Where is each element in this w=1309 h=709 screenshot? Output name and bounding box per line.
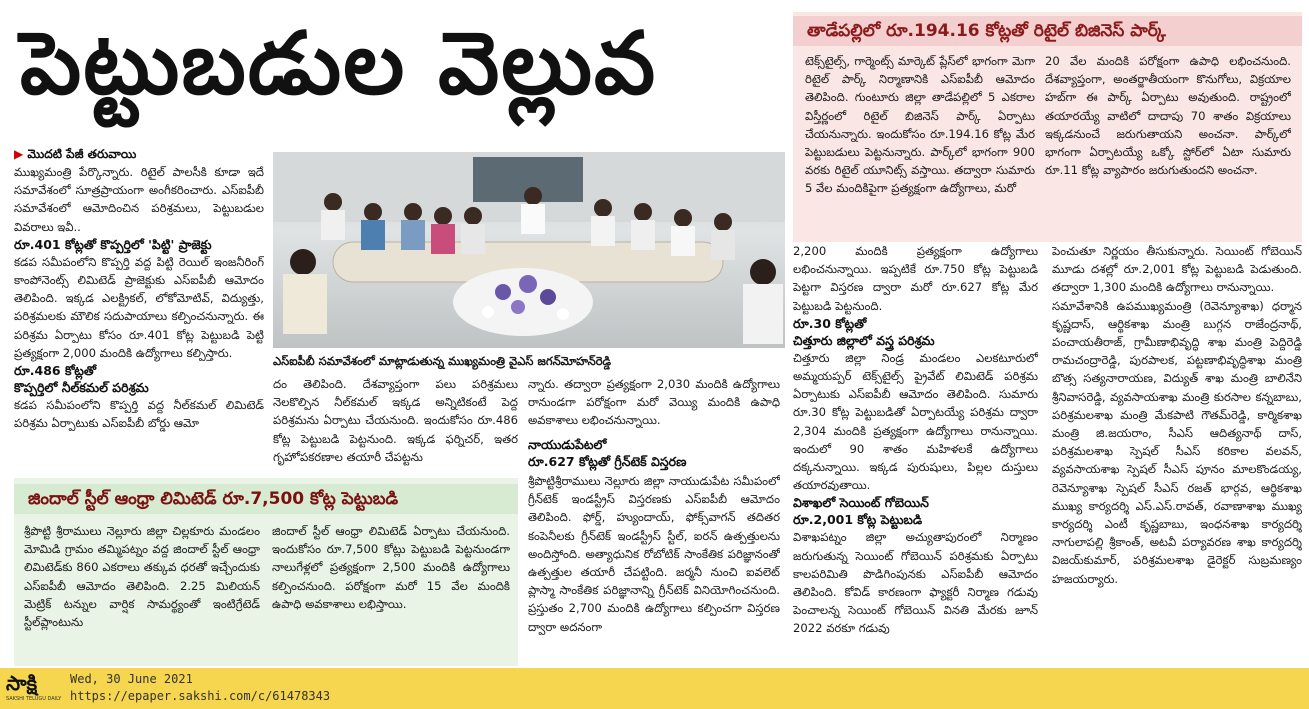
col4-para-2: చిత్తూరు జిల్లా నిండ్ర మండలం ఎలకటూరులో అమ్మయప్పర్ టెక్స్‌టైల్స్ ప్రైవేట్ లిమిటెడ్ పరిశ్రమ ఏర్పాటుకు ఎస్ఐపీబీ ఆమోదం తెలిపింది. సుమారు రూ.30 కోట్ల పెట్టుబడితో ఏర్పాటయ్యే పరిశ్రమ ద్వారా 2,304 మందికి ప్రత్యక్షంగా ఉద్యోగాలు రానున్నాయి. ఇందులో 90 శాతం మహిళలకే ఉద్యోగాలు దక్కనున్నాయి. ఇక్కడ పురుషులు, పిల్లల దుస్తులు తయారవుతాయి. [793,350,1038,493]
col3-heading-b: రూ.627 కోట్లతో గ్రీన్‌టెక్ విస్తరణ [528,454,687,469]
sakshi-logo-text: సాక్షి [6,671,38,695]
column-4 [793,242,1038,666]
meeting-photo [273,152,785,348]
column-2: దం తెలిపింది. దేశవ్యాప్తంగా పలు పరిశ్రమలు నెలకొల్పిన నీల్‌కమల్ ఇక్కడ అన్నిటికంటే పెద్ద పరిశ్రమను ఏర్పాటు చేయనుంది. ఇందుకోసం రూ.486 కోట్ల పెట్టుబడి పెట్టనుంది. ఇక్కడ ఫర్నిచర్, ఇతర గృహోపకరణాల తయారీ చేపట్టను [273,377,518,464]
column-3-bottom: శ్రీపొట్టిశ్రీరాములు నెల్లూరు జిల్లా నాయుడుపేట సమీపంలో గ్రీన్‌టెక్ ఇండస్ట్రీస్ విస్తరణకు ఎస్ఐపీబీ ఆమోదం తెలిపింది. ఫోర్డ్, హ్యుందాయ్, ఫోక్స్‌వాగన్ తదితర కంపెనీలకు గ్రీన్‌టెక్ ఇండస్ట్రీస్ స్టీల్, ఐరన్ ఉత్పత్తులను అందిస్తోంది. అత్యాధునిక రోబోటిక్ సాంకేతిక పరిజ్ఞానంతో ఉత్పత్తుల తయారీ చేపట్టింది. జర్మనీ నుంచి ఐవలెట్ ప్లాస్మా సాంకేతిక పరిజ్ఞానాన్ని గ్రీన్‌టెక్ వినియోగించనుంది. ప్రస్తుతం 2,700 మందికి ఉద్యోగాలు కల్పించగా విస్తరణ ద్వారా అదనంగా [528,474,780,634]
retail-park-box [793,12,1302,242]
col5-para-1: పెంచుతూ నిర్ణయం తీసుకున్నారు. సెయింట్ గోబెయిన్ మూడు దశల్లో రూ.2,001 కోట్ల పెట్టుబడి పెడుతుంది. తద్వారా 1,300 మందికి ఉద్యోగాలు రానున్నాయి. [1052,244,1302,295]
jindal-heading: జిందాల్ స్టీల్ ఆంధ్రా లిమిటెడ్ రూ.7,500 కోట్ల పెట్టుబడి [28,489,399,509]
col1-para-3: కడప సమీపంలోని కొప్పర్తి వద్ద నీల్‌కమల్ లిమిటెడ్ పరిశ్రమ ఏర్పాటుకు ఎస్ఐపీబీ బోర్డు ఆమో [14,398,264,431]
footer-bar [0,668,1309,709]
column-3-heading [528,436,780,472]
jindal-banner [14,484,518,514]
retail-park-heading: తాడేపల్లిలో రూ.194.16 కోట్లతో రిటైల్ బిజినెస్ పార్క్ [807,21,1166,41]
meeting-photo-illustration [273,152,785,348]
col1-para-2: కడప సమీపంలోని కొప్పర్తి వద్ద పిట్టి రెయిల్ ఇంజనీరింగ్ కాంపోనెంట్స్ లిమిటెడ్ ప్రాజెక్టుకు ఎస్ఐపీబీ ఆమోదం తెలిపింది. ఇక్కడ ఎలక్ట్రికల్, లోకోమోటివ్, విద్యుత్తు, పరిశ్రమలకు మౌలిక సదుపాయాలు కల్పించనున్నారు. ఈ పరిశ్రమ ఏర్పాటు కోసం రూ.401 కోట్ల పెట్టుబడి పెట్టి ప్రత్యక్షంగా 2,000 మందికి ఉద్యోగాలు కల్పిస్తారు. [14,254,264,360]
col4-heading-2a: విశాఖలో సెయింట్ గోబెయిన్ [793,495,929,511]
col4-para-1: 2,200 మందికి ప్రత్యక్షంగా ఉద్యోగాలు లభించనున్నాయి. ఇప్పటికే రూ.750 కోట్ల పెట్టుబడి పెట్టగా విస్తరణ ద్వారా మరో రూ.627 కోట్ల మేర పెట్టుబడి పెట్టనుంది. [793,244,1038,313]
retail-park-banner [793,16,1302,46]
jindal-text-1: శ్రీపొట్టి శ్రీరాములు నెల్లూరు జిల్లా చిల్లకూరు మండలం మోమిడి గ్రామం తమ్మిపట్నం వద్ద జిందాల్ స్టీల్ ఆంధ్రా లిమిటెడ్‌కు 860 ఎకరాలు తక్కువ ధరతో ఇచ్చేందుకు ఎస్ఐపీబీ ఆమోదం తెలిపింది. 2.25 మిలియన్ మెట్రిక్ టన్నుల వార్షిక సామర్థ్యంతో ఇంటిగ్రేటెడ్ స్టీల్‌ప్లాంటును [24,524,260,630]
col3-heading-a: నాయుడుపేటలో [528,437,607,452]
col1-heading-2a: రూ.486 కోట్లతో [14,363,97,379]
col1-heading-2b: కొప్పర్తిలో నీల్‌కమల్ పరిశ్రమ [14,380,149,396]
retail-park-text-2: 20 వేల మందికి పరోక్షంగా ఉపాధి లభించనుంది. దేశవ్యాప్తంగా, అంతర్జాతీయంగా కొనుగోలు, విక్రయాల హబ్‌గా ఈ పార్క్ ఏర్పాటు అవుతుంది. రాష్ట్రంలో తయారయ్యే వాటిలో దాదాపు 70 శాతం విక్రయాలు ఇక్కడనుంచే జరుగుతాయని అంచనా. పార్క్‌లో భాగంగా ఏర్పాటయ్యే ఒక్కో స్టోర్‌లో ఏటా సుమారు రూ.11 కోట్ల వ్యాపారం జరుగుతుందని అంచనా. [1045,54,1291,178]
jindal-box [14,478,518,666]
col4-para-3: విశాఖపట్నం జిల్లా అచ్యుతాపురంలో నిర్మాణం జరుగుతున్న సెయింట్ గోబెయిన్ పరిశ్రమకు ఏర్పాటు కాలపరిమితి పొడిగింపునకు ఎస్ఐపీబీ ఆమోదం తెలిపింది. కోవిడ్ కారణంగా ఫ్యాక్టరీ నిర్మాణ గడువు పెంచాలన్న సెయింట్ గోబెయిన్ వినతి మేరకు జూన్ 2022 వరకూ గడువు [793,530,1038,636]
retail-park-text-1: టెక్స్‌టైల్స్, గార్మెంట్స్ మార్కెట్ ప్లేస్‌లో భాగంగా మెగా రిటైల్ పార్క్ నిర్మాణానికి ఎస్ఐపీబీ ఆమోదం తెలిపింది. గుంటూరు జిల్లా తాడేపల్లిలో 5 ఎకరాల విస్తీర్ణంలో రిటైల్ బిజినెస్ పార్క్ ఏర్పాటు చేయనున్నారు. ఇందుకోసం రూ.194.16 కోట్ల మేర పెట్టుబడులు పెట్టనున్నారు. పార్క్‌లో భాగంగా 900 వరకు రిటైల్ యూనిట్స్ వస్తాయి. తద్వారా సుమారు 5 వేల మందికిపైగా ప్రత్యక్షంగా ఉద్యోగాలు, మరో [805,54,1035,196]
photo-caption: ఎస్ఐపీబీ సమావేశంలో మాట్లాడుతున్న ముఖ్యమంత్రి వైఎస్ జగన్‌మోహన్‌రెడ్డి [273,354,612,368]
continued-label [14,146,264,163]
headline: పెట్టుబడుల వెల్లువ [20,14,658,114]
col4-heading-1a: రూ.30 కోట్లతో [793,315,867,331]
epaper-link[interactable]: https://epaper.sakshi.com/c/61478343 [70,689,331,703]
sakshi-logo [6,670,64,706]
col4-heading-2b: రూ.2,001 కోట్ల పెట్టుబడి [793,512,923,528]
col4-heading-1b: చిత్తూరు జిల్లాలో వస్త్ర పరిశ్రమ [793,332,935,348]
col1-heading-1: రూ.401 కోట్లతో కొప్పర్తిలో 'పిట్టి' ప్రాజెక్టు [14,236,212,252]
col1-para-1: ముఖ్యమంత్రి పేర్కొన్నారు. రిటైల్ పాలసీకి కూడా ఇదే సమావేశంలో సూత్రప్రాయంగా అంగీకరించారు. ఎస్ఐపీబీ సమావేశంలో ఆమోదించిన పరిశ్రమలు, పెట్టుబడుల వివరాలు ఇవీ.. [14,165,264,234]
jindal-text-2: జిందాల్ స్టీల్ ఆంధ్రా లిమిటెడ్ ఏర్పాటు చేయనుంది. ఇందుకోసం రూ.7,500 కోట్లు పెట్టుబడి పెట్టనుండగా నాలుగేళ్లలో ప్రత్యక్షంగా 2,500 మందికి ఉద్యోగాలు కల్పించనుంది. పరోక్షంగా మరో 15 వేల మందికి ఉపాధి అవకాశాలు లభిస్తాయి. [272,524,510,611]
play-arrow-icon: ▶ [14,147,24,161]
sakshi-logo-subtext: SAKSHI TELUGU DAILY [6,696,62,702]
continued-text: మొదటి పేజీ తరువాయి [27,147,137,161]
column-1 [14,146,264,472]
col5-para-2: సమావేశానికి ఉపముఖ్యమంత్రి (రెవెన్యూశాఖ) ధర్మాన కృష్ణదాస్, ఆర్థికశాఖ మంత్రి బుగ్గన రాజేంద్రనాథ్, పంచాయతీరాజ్, గ్రామీణాభివృద్ధి శాఖ మంత్రి పెద్దిరెడ్డి రామచంద్రారెడ్డి, పురపాలక, పట్టణాభివృద్ధిశాఖ మంత్రి బొత్స సత్యనారాయణ, విద్యుత్ శాఖ మంత్రి బాలినేని శ్రీనివాసరెడ్డి, వ్యవసాయశాఖ మంత్రి కురసాల కన్నబాబు, పరిశ్రమలశాఖ మంత్రి మేకపాటి గౌతమ్‌రెడ్డి, కార్మికశాఖ మంత్రి జి.జయరాం, సీఎస్ ఆదిత్యనాథ్ దాస్, పరిశ్రమలశాఖ స్పెషల్ సీఎస్ కరికాల వలవన్, వ్యవసాయశాఖ స్పెషల్ సీఎస్ పూనం మాలకొండయ్య, రెవెన్యూశాఖ స్పెషల్ సీఎస్ రజత్ భార్గవ, ఆర్థికశాఖ ముఖ్య కార్యదర్శి ఎస్.ఎస్.రావత్, రవాణాశాఖ ముఖ్య కార్యదర్శి ఎంటీ కృష్ణబాబు, ఇంధనశాఖ కార్యదర్శి నాగులాపల్లి శ్రీకాంత్, అటవీ పర్యావరణ శాఖ కార్యదర్శి విజయ్‌కుమార్, పరిశ్రమలశాఖ డైరెక్టర్ సుబ్రమణ్యం హజయర్యారు. [1052,298,1302,586]
column-5 [1052,242,1302,666]
edition-date: Wed, 30 June 2021 [70,672,193,686]
column-3-top: న్నారు. తద్వారా ప్రత్యక్షంగా 2,030 మందికి ఉద్యోగాలు రానుండగా పరోక్షంగా మరో వెయ్యి మందికి ఉపాధి అవకాశాలు లభించనున్నాయి. [528,377,780,428]
